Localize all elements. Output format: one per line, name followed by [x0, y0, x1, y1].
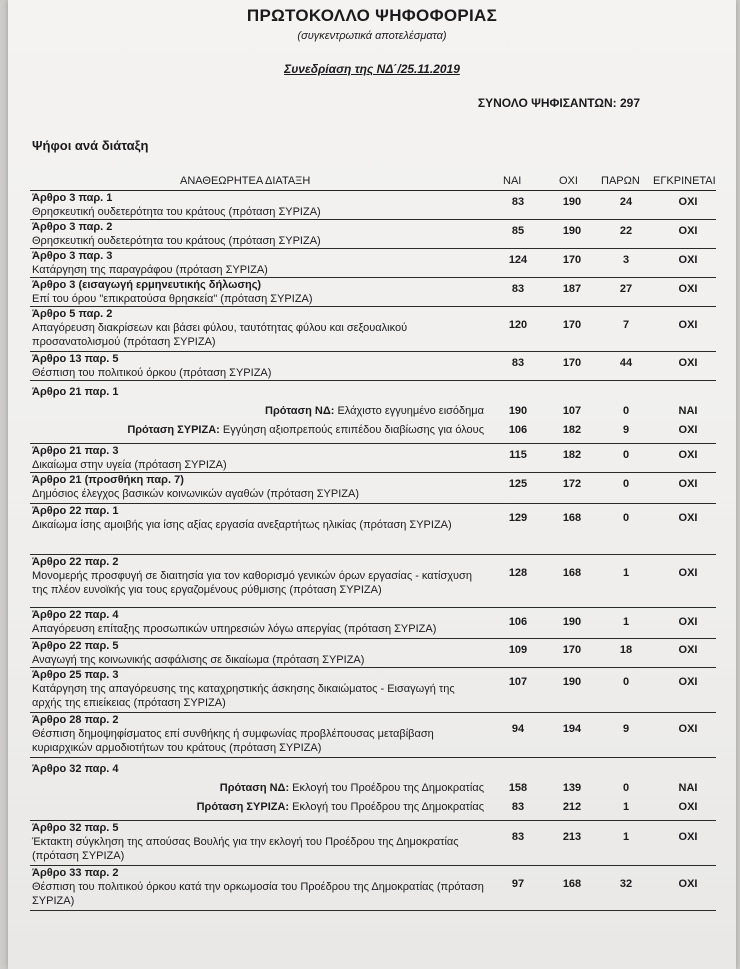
approved-value: ΟΧΙ — [678, 254, 698, 266]
table-row — [30, 713, 716, 758]
no-votes: 170 — [562, 254, 582, 266]
approved-value: ΟΧΙ — [678, 676, 698, 688]
table-row — [30, 444, 716, 473]
row-description: Αναγωγή της κοινωνικής ασφάλισης σε δικαίωμα (πρόταση ΣΥΡΙΖΑ) — [32, 654, 365, 666]
yes-votes: 107 — [508, 676, 528, 688]
yes-votes: 85 — [511, 225, 525, 237]
no-votes: 190 — [562, 676, 582, 688]
row-description: Απαγόρευση επίταξης προσωπικών υπηρεσιών λόγω απεργίας (πρόταση ΣΥΡΙΖΑ) — [32, 623, 437, 635]
present-votes: 1 — [622, 831, 630, 843]
no-votes: 170 — [562, 319, 582, 331]
approved-value: ΟΧΙ — [678, 196, 698, 208]
present-votes: 0 — [622, 676, 630, 688]
header-approved: ΕΓΚΡΙΝΕΤΑΙ — [653, 175, 716, 187]
yes-votes: 94 — [511, 723, 525, 735]
present-votes: 3 — [622, 254, 630, 266]
row-description: Θρησκευτική ουδετερότητα του κράτους (πρόταση ΣΥΡΙΖΑ) — [32, 206, 321, 218]
proposal-text — [127, 424, 484, 436]
no-votes: 139 — [562, 782, 582, 794]
table-row — [30, 608, 716, 639]
no-votes: 212 — [562, 801, 582, 813]
present-votes: 27 — [619, 283, 633, 295]
proposal-description: Εκλογή του Προέδρου της Δημοκρατίας — [289, 782, 484, 794]
approved-value: ΟΧΙ — [678, 567, 698, 579]
table-row — [30, 220, 716, 249]
present-votes: 18 — [619, 644, 633, 656]
header-provision: ΑΝΑΘΕΩΡΗΤΕΑ ΔΙΑΤΑΞΗ — [180, 175, 311, 187]
row-description: Δικαίωμα στην υγεία (πρόταση ΣΥΡΙΖΑ) — [32, 459, 227, 471]
row-label: Άρθρο 32 παρ. 5 — [32, 822, 119, 834]
table-row — [30, 866, 716, 911]
present-votes: 32 — [619, 878, 633, 890]
no-votes: 170 — [562, 644, 582, 656]
yes-votes: 129 — [508, 512, 528, 524]
yes-votes: 83 — [511, 283, 525, 295]
no-votes: 172 — [562, 478, 582, 490]
document-page — [8, 0, 736, 969]
sub-proposal-row — [30, 798, 716, 817]
row-label: Άρθρο 21 παρ. 3 — [32, 445, 119, 457]
no-votes: 107 — [562, 405, 582, 417]
proposal-party: Πρόταση ΣΥΡΙΖΑ: — [196, 801, 290, 813]
yes-votes: 124 — [508, 254, 528, 266]
sub-proposal-row — [30, 402, 716, 421]
approved-value: ΟΧΙ — [678, 616, 698, 628]
approved-value: ΝΑΙ — [678, 405, 698, 417]
row-description: Δημόσιος έλεγχος βασικών κοινωνικών αγαθών (πρόταση ΣΥΡΙΖΑ) — [32, 488, 360, 500]
row-label: Άρθρο 3 παρ. 1 — [32, 192, 113, 204]
approved-value: ΟΧΙ — [678, 478, 698, 490]
no-votes: 194 — [562, 723, 582, 735]
present-votes: 0 — [622, 405, 630, 417]
table-row — [30, 668, 716, 713]
row-label: Άρθρο 21 (προσθήκη παρ. 7) — [32, 474, 184, 486]
present-votes: 0 — [622, 512, 630, 524]
row-label: Άρθρο 25 παρ. 3 — [32, 669, 119, 681]
approved-value: ΟΧΙ — [678, 512, 698, 524]
table-row-article-32-4 — [30, 758, 716, 821]
present-votes: 1 — [622, 801, 630, 813]
proposal-party: Πρόταση ΝΔ: — [265, 405, 335, 417]
row-description: Έκτακτη σύγκληση της απούσας Βουλής για την εκλογή του Προέδρου της Δημοκρατίας (πρόταση ΣΥΡΙΖΑ) — [32, 836, 459, 862]
row-label: Άρθρο 28 παρ. 2 — [32, 714, 119, 726]
yes-votes: 83 — [511, 357, 525, 369]
approved-value: ΟΧΙ — [678, 831, 698, 843]
row-label: Άρθρο 22 παρ. 4 — [32, 609, 119, 621]
yes-votes: 158 — [508, 782, 528, 794]
row-description: Θέσπιση του πολιτικού όρκου κατά την ορκωμοσία του Προέδρου της Δημοκρατίας (πρόταση ΣΥΡΙΖΑ) — [32, 881, 484, 907]
table-row — [30, 307, 716, 352]
row-label: Άρθρο 22 παρ. 2 — [32, 556, 119, 568]
present-votes: 7 — [622, 319, 630, 331]
yes-votes: 83 — [511, 801, 525, 813]
proposal-party: Πρόταση ΝΔ: — [219, 782, 290, 794]
proposal-description: Ελάχιστο εγγυημένο εισόδημα — [334, 405, 484, 417]
present-votes: 1 — [622, 616, 630, 628]
proposal-text — [265, 405, 484, 417]
row-description: Κατάργηση της απαγόρευσης της καταχρηστικής άσκησης δικαιώματος - Εισαγωγή της αρχής της επιείκειας (πρόταση ΣΥΡΙΖΑ) — [32, 683, 455, 709]
sub-proposal-row — [30, 421, 716, 440]
yes-votes: 97 — [511, 878, 525, 890]
table-row — [30, 639, 716, 668]
no-votes: 182 — [562, 449, 582, 461]
row-label: Άρθρο 3 παρ. 3 — [32, 250, 113, 262]
yes-votes: 106 — [508, 616, 528, 628]
table-row — [30, 504, 716, 555]
row-label: Άρθρο 22 παρ. 5 — [32, 640, 119, 652]
sub-proposal-row — [30, 779, 716, 798]
table-row — [30, 249, 716, 278]
no-votes: 170 — [562, 357, 582, 369]
table-row-article-21-1 — [30, 381, 716, 444]
document-subtitle: (συγκεντρωτικά αποτελέσματα) — [297, 30, 447, 42]
row-description: Κατάργηση της παραγράφου (πρόταση ΣΥΡΙΖΑ) — [32, 264, 268, 276]
document-title: ΠΡΩΤΟΚΟΛΛΟ ΨΗΦΟΦΟΡΙΑΣ — [246, 6, 498, 25]
row-description: Μονομερής προσφυγή σε διαιτησία για τον καθορισμό γενικών όρων εργασίας - κατίσχυση της πλέον ευνοϊκής για τους εργαζομένους ρύθμισης (πρόταση ΣΥΡΙΖΑ) — [32, 570, 472, 596]
row-description: Θρησκευτική ουδετερότητα του κράτους (πρόταση ΣΥΡΙΖΑ) — [32, 235, 321, 247]
proposal-text — [220, 782, 484, 794]
present-votes: 0 — [622, 782, 630, 794]
approved-value: ΟΧΙ — [678, 801, 698, 813]
proposal-description: Εκλογή του Προέδρου της Δημοκρατίας — [289, 801, 484, 813]
approved-value: ΟΧΙ — [678, 878, 698, 890]
proposal-description: Εγγύηση αξιοπρεπούς επιπέδου διαβίωσης για όλους — [219, 424, 484, 436]
yes-votes: 125 — [508, 478, 528, 490]
no-votes: 190 — [562, 196, 582, 208]
yes-votes: 115 — [509, 449, 527, 461]
table-row — [30, 473, 716, 504]
table-row — [30, 278, 716, 307]
header-yes: ΝΑΙ — [503, 175, 522, 187]
row-description: Επί του όρου "επικρατούσα θρησκεία" (πρόταση ΣΥΡΙΖΑ) — [32, 293, 313, 305]
yes-votes: 128 — [508, 567, 528, 579]
yes-votes: 190 — [508, 405, 528, 417]
approved-value: ΟΧΙ — [678, 424, 698, 436]
yes-votes: 106 — [508, 424, 528, 436]
row-label: Άρθρο 3 παρ. 2 — [32, 221, 113, 233]
row-label: Άρθρο 13 παρ. 5 — [32, 353, 119, 365]
row-label: Άρθρο 3 (εισαγωγή ερμηνευτικής δήλωσης) — [32, 279, 262, 291]
proposal-party: Πρόταση ΣΥΡΙΖΑ: — [127, 424, 220, 436]
approved-value: ΟΧΙ — [678, 283, 698, 295]
table-row — [30, 352, 716, 381]
session-line: Συνεδρίαση της ΝΔ΄/25.11.2019 — [284, 62, 460, 76]
section-heading: Ψήφοι ανά διάταξη — [32, 138, 149, 153]
row-label: Άρθρο 5 παρ. 2 — [32, 308, 113, 320]
no-votes: 168 — [562, 878, 582, 890]
table-header — [30, 172, 716, 191]
no-votes: 182 — [562, 424, 582, 436]
row-description: Θέσπιση του πολιτικού όρκου (πρόταση ΣΥΡΙΖΑ) — [32, 367, 272, 379]
present-votes: 9 — [622, 723, 630, 735]
row-label: Άρθρο 22 παρ. 1 — [32, 505, 119, 517]
yes-votes: 120 — [508, 319, 528, 331]
table-row — [30, 191, 716, 220]
approved-value: ΟΧΙ — [678, 357, 698, 369]
row-label: Άρθρο 33 παρ. 2 — [32, 867, 119, 879]
present-votes: 22 — [619, 225, 633, 237]
yes-votes: 83 — [511, 831, 525, 843]
present-votes: 1 — [622, 567, 630, 579]
no-votes: 190 — [562, 616, 582, 628]
yes-votes: 83 — [511, 196, 525, 208]
header-no: ΟΧΙ — [559, 175, 578, 187]
approved-value: ΝΑΙ — [678, 782, 698, 794]
no-votes: 190 — [562, 225, 582, 237]
votes-table — [30, 172, 716, 911]
yes-votes: 109 — [508, 644, 528, 656]
no-votes: 168 — [562, 567, 582, 579]
proposal-text — [197, 801, 484, 813]
present-votes: 0 — [622, 478, 630, 490]
approved-value: ΟΧΙ — [678, 225, 698, 237]
approved-value: ΟΧΙ — [678, 319, 698, 331]
total-voters: ΣΥΝΟΛΟ ΨΗΦΙΣΑΝΤΩΝ: 297 — [477, 96, 640, 110]
no-votes: 168 — [562, 512, 582, 524]
present-votes: 0 — [622, 449, 630, 461]
no-votes: 213 — [562, 831, 582, 843]
present-votes: 44 — [619, 357, 633, 369]
row-description: Δικαίωμα ίσης αμοιβής για ίσης αξίας εργασία ανεξαρτήτως ηλικίας (πρόταση ΣΥΡΙΖΑ) — [32, 519, 452, 531]
present-votes: 9 — [622, 424, 630, 436]
header-present: ΠΑΡΩΝ — [601, 175, 640, 187]
present-votes: 24 — [619, 196, 633, 208]
row-label: Άρθρο 32 παρ. 4 — [32, 763, 119, 775]
no-votes: 187 — [562, 283, 582, 295]
row-description: Θέσπιση δημοψηφίσματος επί συνθήκης ή συμφωνίας προβλέπουσας μεταβίβαση κυριαρχικών αρμοδιοτήτων του κράτους (πρόταση ΣΥΡΙΖΑ) — [32, 728, 434, 754]
row-label: Άρθρο 21 παρ. 1 — [32, 386, 119, 398]
approved-value: ΟΧΙ — [678, 723, 698, 735]
approved-value: ΟΧΙ — [678, 449, 698, 461]
approved-value: ΟΧΙ — [678, 644, 698, 656]
row-description: Απαγόρευση διακρίσεων και βάσει φύλου, ταυτότητας φύλου και σεξουαλικού προσανατολισμού (πρόταση ΣΥΡΙΖΑ) — [32, 322, 408, 348]
table-row — [30, 555, 716, 608]
table-row — [30, 821, 716, 866]
